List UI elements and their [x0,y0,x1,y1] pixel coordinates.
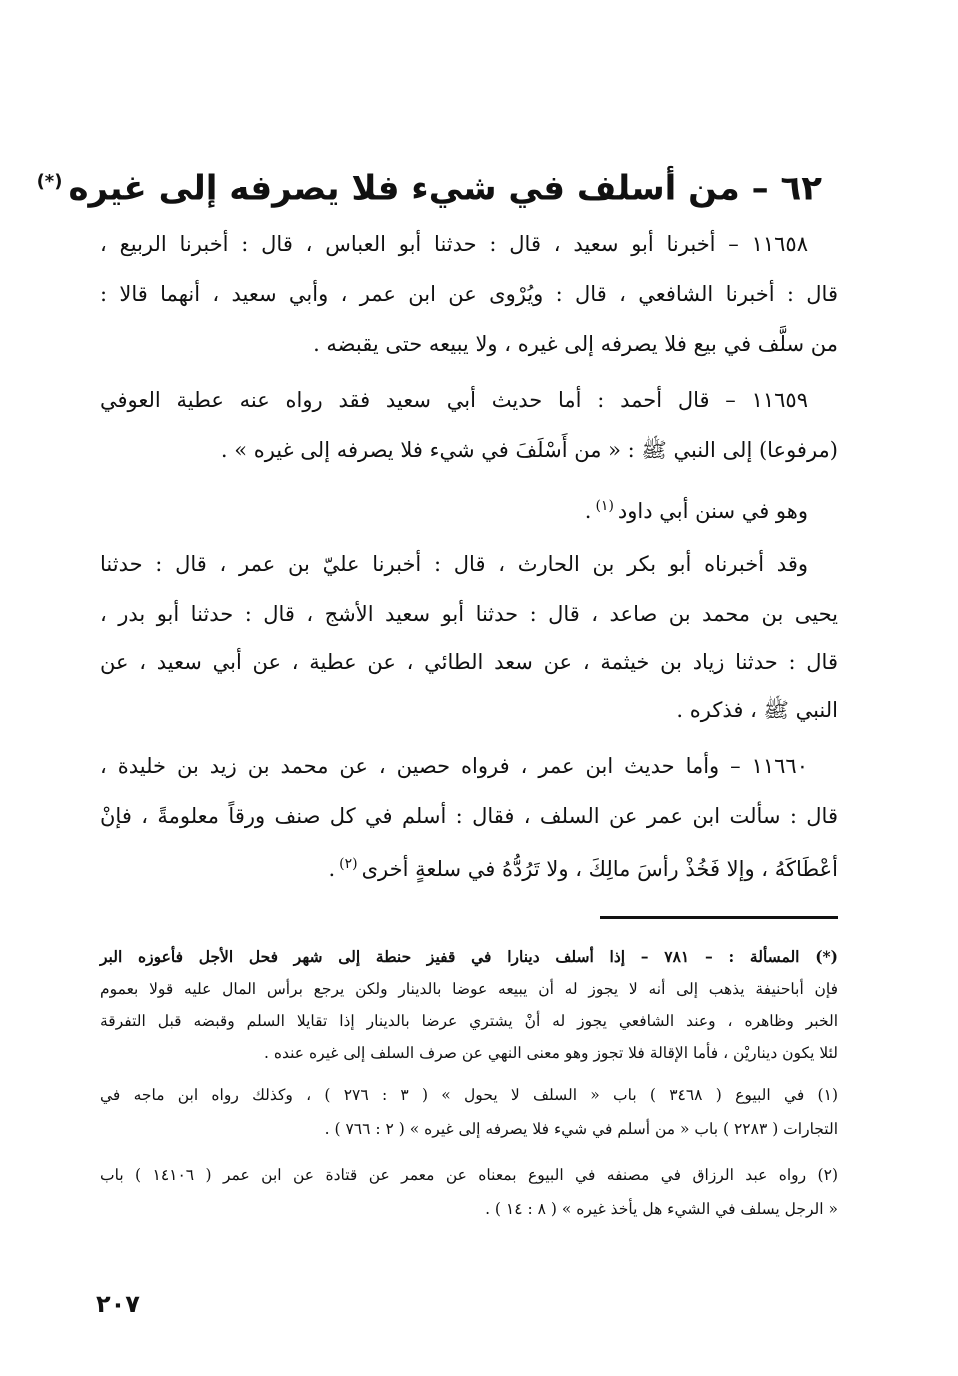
body-line: قال : سألت ابن عمر عن السلف ، فقال : أسلم في كل صنف ورقاً معلومةً ، فإنْ [100,804,838,828]
footnote-line: (*) المسألة : – ٧٨١ – إذا أسلف دينارا في قفيز حنطة إلى شهر فحل الأجل فأعوزه البر [100,947,838,966]
body-line: وقد أخبرناه أبو بكر بن الحارث ، قال : أخبرنا عليّ بن عمر ، قال : حدثنا [100,552,808,576]
period: . [584,499,592,523]
footnote-line: لئلا يكون ديناريْن ، فأما الإقالة فلا تجوز وهو معنى النهي عن صرف السلف إلى غيره عنده . [263,1044,838,1062]
footnote-line: (١) في البيوع ( ٣٤٦٨ ) باب « السلف لا يحول » ( ٣ : ٢٧٦ ) ، وكذلك رواه ابن ماجه في [100,1086,838,1104]
body-line-with-ref [100,484,838,528]
body-line: (مرفوعا) إلى النبي ﷺ : « من أَسْلَفَ في شيء فلا يصرفه إلى غيره » . [220,438,838,462]
footnote-line: الخبر وظاهره ، وعند الشافعي يجوز له أنْ يشتري عرضا بالدينار إذا تقايلا السلم وقبضه قبل التفرقة [100,1012,838,1030]
footnote-line: فإن أباحنيفة يذهب إلى أنه لا يجوز له أن يبيعه عوضا بالدينار ولكن يرجع برأس المال عليه قولا بعموم [100,980,838,998]
body-text: وهو في سنن أبي داود [617,499,808,523]
body-line: قال : حدثنا زياد بن خيثمة ، عن سعد الطائي ، عن عطية ، عن أبي سعيد ، عن [100,650,838,674]
footnote-ref-1: (١) [595,498,614,514]
body-line-with-ref [100,842,838,886]
body-line: ١١٦٥٨ – أخبرنا أبو سعيد ، قال : حدثنا أبو العباس ، قال : أخبرنا الربيع ، [100,232,808,256]
page-number: ٢٠٧ [96,1290,140,1318]
footnote-divider [600,916,838,919]
footnote-ref-2: (٢) [339,856,358,872]
body-line: يحيى بن محمد بن صاعد ، قال : حدثنا أبو سعيد الأشج ، قال : حدثنا أبو بدر ، [100,602,838,626]
footnote-line: « الرجل يسلف في الشيء هل يأخذ غيره » ( ٨ : ١٤ ) . [485,1200,838,1218]
chapter-heading [36,152,822,218]
body-text: أعْطَاكَهُ ، وإلا فَخُذْ رأسَ مالِكَ ، ولا تَرُدُّهُ في سلعةٍ أخرى [361,857,838,881]
body-line: النبي ﷺ ، فذكره . [676,698,838,722]
chapter-footnote-mark: (*) [36,171,63,192]
body-line: ١١٦٦٠ – وأما حديث ابن عمر ، فرواه حصين ، عن محمد بن زيد بن خليدة ، [100,754,808,778]
body-line: من سلَّف في بيع فلا يصرفه إلى غيره ، ولا يبيعه حتى يقبضه . [313,332,838,356]
period: . [328,857,336,881]
body-line: ١١٦٥٩ – قال أحمد : أما حديث أبي سعيد فقد رواه عنه عطية العوفي [100,388,808,412]
footnote-line: (٢) رواه عبد الرزاق في مصنفه في البيوع بمعناه عن معمر عن قتادة عن ابن عمر ( ١٤١٠٦ ) باب [100,1166,838,1184]
chapter-title: ٦٢ – من أسلف في شيء فلا يصرفه إلى غيره [68,168,822,209]
footnote-line: التجارات ( ٢٢٨٣ ) باب « من أسلم في شيء فلا يصرفه إلى غيره » ( ٢ : ٧٦٦ ) . [324,1120,838,1138]
body-line: قال : أخبرنا الشافعي ، قال : ويُرْوى عن ابن عمر ، وأبي سعيد ، أنهما قالا : [100,282,838,306]
